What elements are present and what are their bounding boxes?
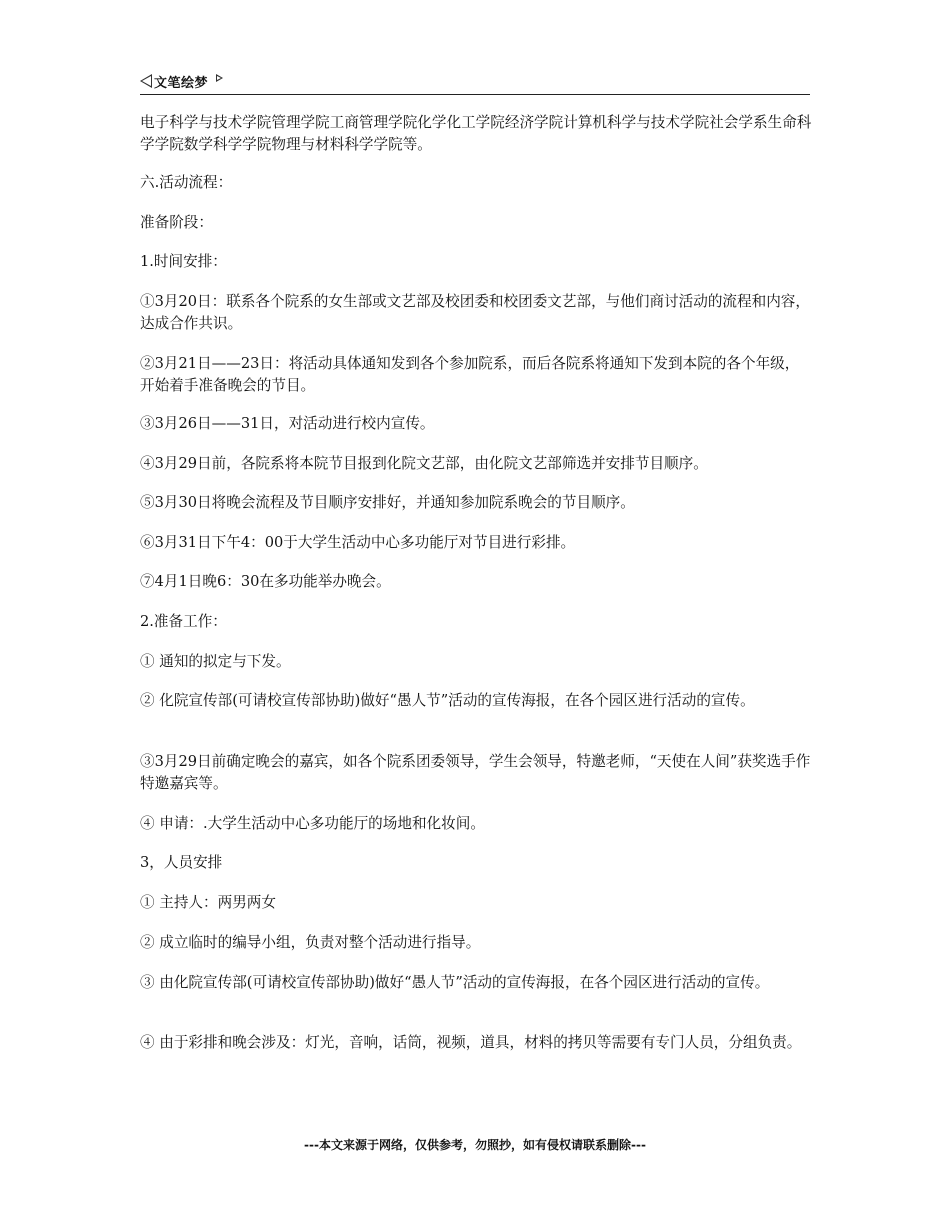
list-item: ③ 由化院宣传部(可请校宣传部协助)做好“愚人节”活动的宣传海报，在各个园区进行活动的宣传。 xyxy=(140,974,770,991)
list-item: ② 化院宣传部(可请校宣传部协助)做好“愚人节”活动的宣传海报，在各个园区进行活动的宣传。 xyxy=(140,692,755,709)
list-item: ⑥3月31日下午4：00于大学生活动中心多功能厅对节目进行彩排。 xyxy=(140,534,576,551)
list-item: ② 成立临时的编导小组，负责对整个活动进行指导。 xyxy=(140,934,481,951)
list-item: ⑤3月30日将晚会流程及节目顺序安排好，并通知参加院系晚会的节目顺序。 xyxy=(140,494,635,511)
right-triangle-icon xyxy=(216,74,223,82)
heading-time-schedule: 1.时间安排： xyxy=(140,253,227,270)
list-item: ④3月29日前，各院系将本院节目报到化院文艺部，由化院文艺部筛选并安排节目顺序。 xyxy=(140,455,708,472)
list-item: ④ 由于彩排和晚会涉及：灯光，音响，话筒，视频，道具，材料的拷贝等需要有专门人员，分组负责。 xyxy=(140,1034,802,1051)
list-item: ① 通知的拟定与下发。 xyxy=(140,653,291,670)
left-triangle-icon xyxy=(140,74,152,88)
list-item: ②3月21日——23日：将活动具体通知发到各个参加院系，而后各院系将通知下发到本院的各个年级，开始着手准备晚会的节目。 xyxy=(140,355,800,394)
heading-preparation-work: 2.准备工作： xyxy=(140,613,227,630)
list-item: ⑦4月1日晚6：30在多功能举办晚会。 xyxy=(140,573,391,590)
list-item: ③3月26日——31日，对活动进行校内宣传。 xyxy=(140,415,435,432)
list-item: ④ 申请：.大学生活动中心多功能厅的场地和化妆间。 xyxy=(140,815,485,832)
paragraph-departments: 电子科学与技术学院管理学院工商管理学院化学化工学院经济学院计算机科学与技术学院社会学系生命科学学院数学科学学院物理与材料科学学院等。 xyxy=(140,114,812,153)
heading-staff-arrangement: 3，人员安排 xyxy=(140,854,223,871)
heading-activity-flow: 六.活动流程： xyxy=(140,174,233,191)
header-title: 文笔绘梦 xyxy=(154,76,209,91)
page-header xyxy=(140,72,810,95)
list-item: ① 主持人：两男两女 xyxy=(140,894,276,911)
list-item: ①3月20日：联系各个院系的女生部或文艺部及校团委和校团委文艺部，与他们商讨活动的流程和内容，达成合作共识。 xyxy=(140,293,810,332)
heading-preparation-stage: 准备阶段： xyxy=(140,214,213,231)
list-item: ③3月29日前确定晚会的嘉宾，如各个院系团委领导，学生会领导，特邀老师，“天使在人间”获奖选手作特邀嘉宾等。 xyxy=(140,753,811,792)
footer-disclaimer: ---本文来源于网络，仅供参考，勿照抄，如有侵权请联系删除--- xyxy=(304,1138,646,1152)
